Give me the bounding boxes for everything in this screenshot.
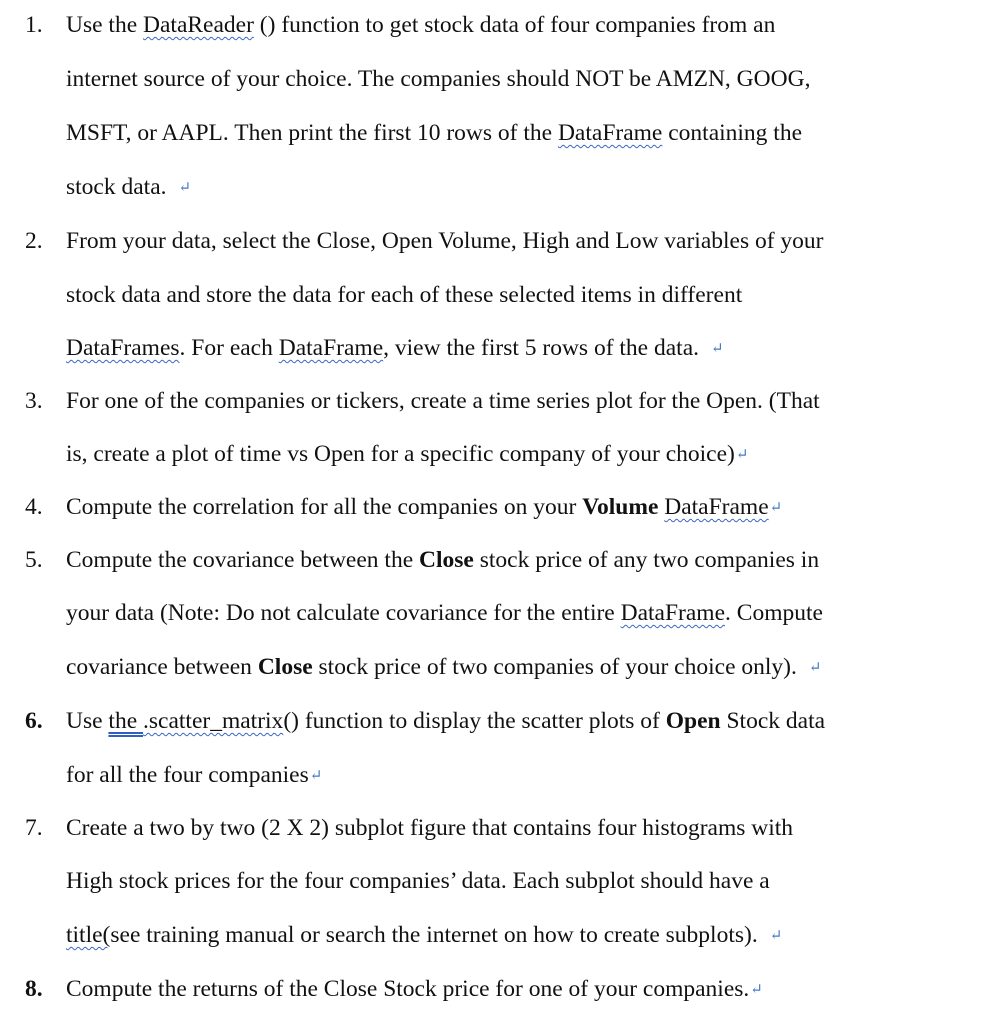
paragraph-mark-icon: ↵: [769, 500, 783, 516]
list-item-1-line-4: stock data. ↵: [66, 174, 192, 200]
spelling-flag: DataFrame: [278, 335, 384, 361]
list-item-2-line-2: stock data and store the data for each of these selected items in different: [66, 282, 743, 308]
paragraph-mark-icon: ↵: [711, 341, 724, 357]
paragraph-mark-icon: ↵: [178, 180, 192, 196]
spelling-flag: DataFrame: [664, 494, 769, 520]
document-page: 1. Use the DataReader () function to get stock data of four companies from an internet source of your choice. The companies should NOT be AMZN, GOOG, MSFT, or AAPL. Then print the first 10 rows of the DataFrame containing the stock data. ↵ 2. From your data, select the Close, Open Volume, High and Low variables of your stock data and store the data for each of these selected items in different DataFrames. For each DataFrame, view the first 5 rows of the data. ↵ 3. For one of the companies or tickers, create a time series plot for the Open. (That is, create a plot of time vs Open for a specific company of your choice)↵ 4. Compute the correlation for all the companies on your Volume DataFrame↵ 5. Compute the covariance between the Close stock price of any two companies in your data (Note: Do not calculate covariance for the entire DataFrame. Compute covariance between Close stock price of two companies of your choice only). ↵ 6. Use the .scatter_matrix() function to display the scatter plots of Open Stock data for all the four companies↵ 7. Create a two by two (2 X 2) subplot figure that contains four histograms with High stock prices for the four companies’ data. Each subplot should have a title(see training manual or search the internet on how to create subplots). ↵ 8. Compute the returns of the Close Stock price for one of your companies.↵: [25, 12, 826, 1002]
item-number: 5.: [25, 547, 43, 573]
item-number: 4.: [25, 494, 43, 520]
item-number: 6.: [25, 708, 43, 734]
item-number: 1.: [25, 12, 43, 38]
list-item-7-line-3: title(see training manual or search the internet on how to create subplots). ↵: [66, 922, 783, 948]
spelling-flag: the: [108, 708, 144, 734]
paragraph-mark-icon: ↵: [769, 928, 783, 944]
paragraph-mark-icon: ↵: [735, 447, 749, 463]
list-item-6-line-2: for all the four companies↵: [66, 762, 323, 788]
item-number: 2.: [25, 228, 43, 254]
spelling-flag: DataFrame: [620, 600, 726, 626]
spelling-flag: title(: [66, 922, 111, 948]
spelling-flag: .scatter_matrix: [143, 708, 284, 734]
list-item-3-line-2: is, create a plot of time vs Open for a specific company of your choice)↵: [66, 441, 749, 467]
list-item-1-line-3: MSFT, or AAPL. Then print the first 10 rows of the DataFrame containing the: [66, 120, 803, 146]
item-number: 7.: [25, 815, 43, 841]
list-item-7-line-2: High stock prices for the four companies’ data. Each subplot should have a: [66, 868, 770, 894]
list-item-2-line-3: DataFrames. For each DataFrame, view the first 5 rows of the data. ↵: [66, 335, 724, 361]
paragraph-mark-icon: ↵: [309, 768, 323, 784]
spelling-flag: DataFrame: [557, 120, 663, 146]
spelling-flag: DataReader: [143, 12, 254, 38]
item-number: 3.: [25, 388, 43, 414]
paragraph-mark-icon: ↵: [808, 660, 822, 676]
spelling-flag: DataFrames: [66, 335, 180, 361]
list-item-5-line-3: covariance between Close stock price of two companies of your choice only). ↵: [66, 654, 822, 680]
list-item-5-line-2: your data (Note: Do not calculate covariance for the entire DataFrame. Compute: [66, 600, 823, 626]
paragraph-mark-icon: ↵: [750, 982, 763, 998]
item-number: 8.: [25, 976, 43, 1002]
list-item-1-line-2: internet source of your choice. The companies should NOT be AMZN, GOOG,: [66, 66, 811, 92]
